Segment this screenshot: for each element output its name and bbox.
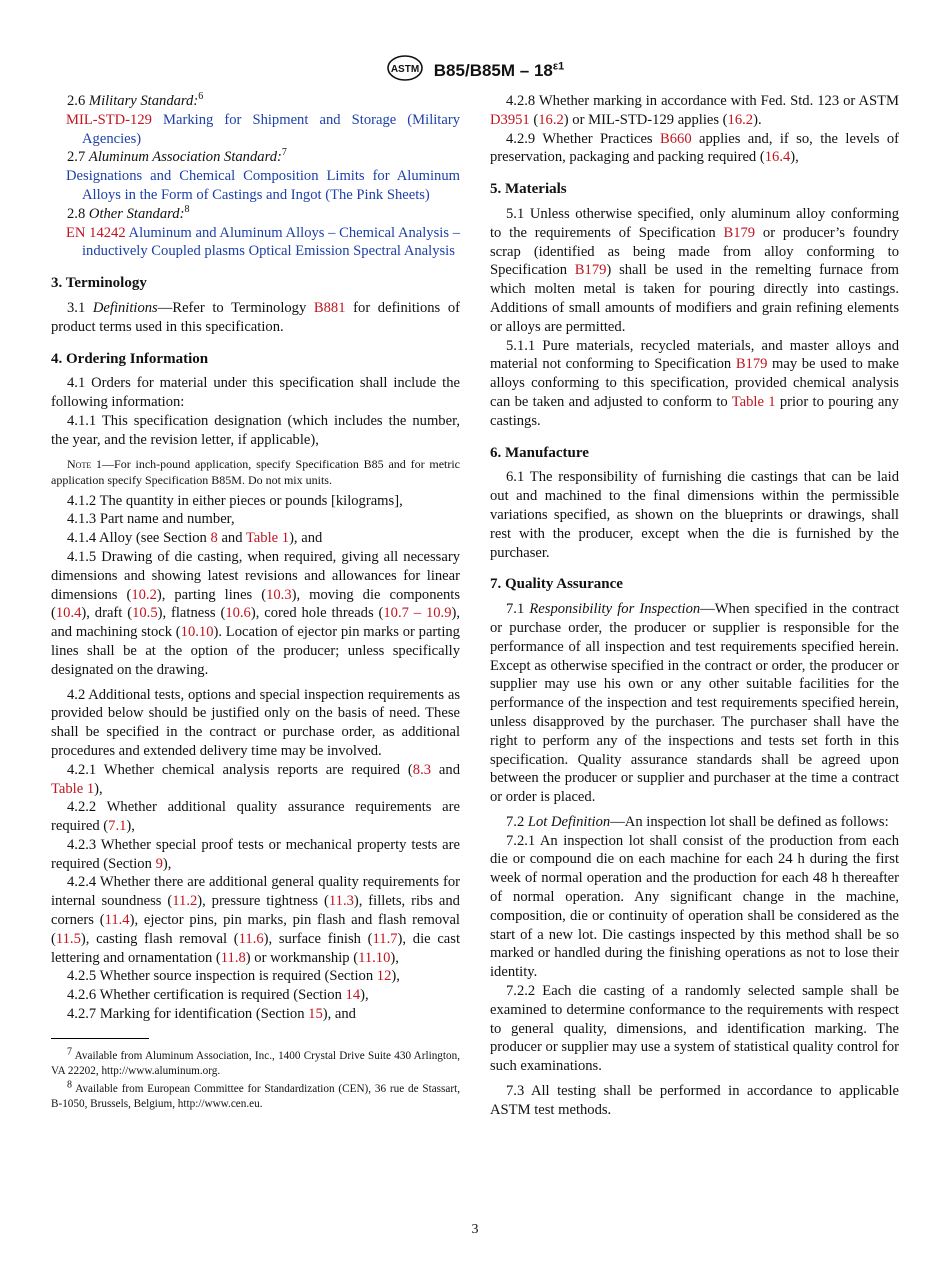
link-11-6[interactable]: 11.6 <box>238 930 264 947</box>
link-11-3[interactable]: 11.3 <box>328 893 354 910</box>
page-header <box>0 55 950 86</box>
para-4-1-5: 4.1.5 Drawing of die casting, when required, giving all necessary dimensions and showing latest revisions and allowances for linear dimensions (10.2), parting lines (10.3), moving die components (10.4), draft (10.5), flatness (10.6), cored hole threads (10.7 – 10.9), and machining stock (10.10). Location of ejector pin marks or parting lines shall be at the option of the producer; unless specifically designated on the drawing. <box>51 548 461 678</box>
para-4-1-3: 4.1.3 Part name and number, <box>67 511 235 528</box>
para-7-1: 7.1 Responsibility for Inspection—When specified in the contract or purchase order, the producer or supplier is responsible for the performance of all inspection and test requirements specified herein. Except as otherwise specified in the contract or order, the producer or supplier may use his own or any other suitable facilities for the performance of the inspection and test requirements specified herein, unless disapproved by the purchaser. The purchaser shall have the right to perform any of the inspections and tests set forth in this specification. Quality assurance standards shall be agreed upon between the producer or supplier and purchaser at the time a contract or order is placed. <box>490 601 900 806</box>
para-5-1-1: 5.1.1 Pure materials, recycled materials, and master alloys and material not conforming to Specification B179 may be used to make alloys conforming to this specification, provided chemical analysis can be taken and adjusted to conform to Table 1 prior to pouring any castings. <box>490 337 899 429</box>
link-11-7[interactable]: 11.7 <box>372 930 398 947</box>
para-4-1-2: 4.1.2 The quantity in either pieces or pounds [kilograms], <box>67 492 403 509</box>
link-11-4[interactable]: 11.4 <box>104 912 130 929</box>
para-7-3: 7.3 All testing shall be performed in accordance to applicable ASTM test methods. <box>490 1083 899 1118</box>
ref-pink-sheets[interactable]: Designations and Chemical Composition Limits for Aluminum Alloys in the Form of Castings and Ingot (The Pink Sheets) <box>66 168 460 203</box>
para-4-2-9: 4.2.9 Whether Practices B660 applies and, if so, the levels of preservation, packaging and packing required (16.4), <box>490 130 899 166</box>
logo-text: ASTM <box>390 64 419 75</box>
heading-manufacture: 6. Manufacture <box>490 444 589 461</box>
astm-logo-icon <box>386 55 424 86</box>
link-11-2[interactable]: 11.2 <box>172 893 198 910</box>
link-b179[interactable]: B179 <box>574 262 607 279</box>
link-b660[interactable]: B660 <box>660 130 692 147</box>
para-4-2-3: 4.2.3 Whether special proof tests or mechanical property tests are required (Section 9), <box>51 836 460 872</box>
para-4-1-1: 4.1.1 This specification designation (which includes the number, the year, and the revision letter, if applicable), <box>51 412 460 448</box>
para-7-2: 7.2 Lot Definition—An inspection lot shall be defined as follows: <box>506 813 889 830</box>
para-4-1: 4.1 Orders for material under this specification shall include the following information: <box>51 375 460 411</box>
link-10-6[interactable]: 10.6 <box>225 605 251 622</box>
para-4-1-4: 4.1.4 Alloy (see Section 8 and Table 1), and <box>67 530 323 547</box>
link-section-8[interactable]: 8 <box>210 530 218 547</box>
link-16-2[interactable]: 16.2 <box>727 111 754 128</box>
link-b881[interactable]: B881 <box>313 299 346 316</box>
link-section-15[interactable]: 15 <box>308 1006 323 1023</box>
footnote-divider <box>51 1038 149 1039</box>
para-4-2-4: 4.2.4 Whether there are additional general quality requirements for internal soundness (11.2), pressure tightness (11.3), fillets, ribs and corners (11.4), ejector pins, pin marks, pin flash and flash removal (11.5), casting flash removal (11.6), surface finish (11.7), die cast lettering and ornamentation (11.8) or workmanship (11.10), <box>51 874 461 966</box>
para-4-2: 4.2 Additional tests, options and special inspection requirements as provided below should be justified only on the basis of need. These shall be specified in the contract or purchase order, as additional procedures and extended delivery time may be involved. <box>51 686 460 759</box>
right-column <box>490 92 899 1120</box>
designation: $B85/B85M - 18^{\varepsilon 1}$ <box>433 59 565 80</box>
link-11-10[interactable]: 11.10 <box>358 949 391 966</box>
link-b179[interactable]: B179 <box>723 224 756 241</box>
link-table-1[interactable]: Table 1 <box>51 780 95 797</box>
left-column <box>51 92 460 1115</box>
link-section-14[interactable]: 14 <box>345 987 361 1004</box>
section-2-8: 2.8 Other Standard:$^8$ <box>67 203 190 222</box>
link-10-2[interactable]: 10.2 <box>131 586 157 603</box>
para-4-2-2: 4.2.2 Whether additional quality assurance requirements are required (7.1), <box>51 799 460 835</box>
para-6-1: 6.1 The responsibility of furnishing die castings that can be laid out and machined to the final dimensions within the permissible variations specified, as shown on the blueprints or drawings, shall rest with the producer, except when the die is furnished by the purchaser. <box>490 469 899 561</box>
para-4-2-7: 4.2.7 Marking for identification (Section 15), and <box>67 1006 356 1023</box>
para-4-2-1: 4.2.1 Whether chemical analysis reports are required (8.3 and Table 1), <box>51 761 460 797</box>
heading-ordering-information: 4. Ordering Information <box>51 350 209 367</box>
para-7-2-2: 7.2.2 Each die casting of a randomly selected sample shall be examined to determine conformance to the requirements with respect to general quality, dimensions, and identification marking. The producer or supplier may use a system of statistical quality control for such examinations. <box>490 983 899 1075</box>
link-10-3[interactable]: 10.3 <box>266 586 292 603</box>
link-10-7-10-9[interactable]: 10.7 – 10.9 <box>383 605 452 622</box>
note-1: Note 1—For inch-pound application, specify Specification B85 and for metric application specify Specification B85M. Do not mix units. <box>51 456 461 487</box>
footnote-7: $^7$ Available from Aluminum Association, Inc., 1400 Crystal Drive Suite 430 Arlington, VA 22202, http://www.aluminum.org. <box>51 1046 460 1077</box>
link-section-9[interactable]: 9 <box>155 855 163 872</box>
para-4-2-5: 4.2.5 Whether source inspection is required (Section 12), <box>67 968 400 985</box>
link-section-12[interactable]: 12 <box>376 968 392 985</box>
ref-en-14242[interactable]: EN 14242 Aluminum and Aluminum Alloys – Chemical Analysis – inductively Coupled plasms Optical Emission Spectral Analysis <box>66 224 461 260</box>
link-10-10[interactable]: 10.10 <box>180 624 214 641</box>
link-10-5[interactable]: 10.5 <box>132 605 158 622</box>
para-4-2-8: 4.2.8 Whether marking in accordance with Fed. Std. 123 or ASTM D3951 (16.2) or MIL-STD-129 applies (16.2). <box>490 93 899 128</box>
link-7-1[interactable]: 7.1 <box>108 818 127 835</box>
heading-quality-assurance: 7. Quality Assurance <box>490 576 623 593</box>
link-8-3[interactable]: 8.3 <box>412 761 432 778</box>
link-table-1[interactable]: Table 1 <box>245 530 290 547</box>
para-4-2-6: 4.2.6 Whether certification is required (Section 14), <box>67 987 369 1004</box>
link-table-1[interactable]: Table 1 <box>731 393 776 410</box>
para-3-1: 3.1 Definitions—Refer to Terminology B881 for definitions of product terms used in this specification. <box>51 299 461 335</box>
para-7-2-1: 7.2.1 An inspection lot shall consist of the production from each die or compound die on each machine for each 24 h during the first week of normal operation and the production for each 48 h thereafter of normal operation. Any significant change in the machine, composition, die or continuity of operation shall be considered as the start of a new lot. Die castings inspected by this method shall be so marked or handled during the finishing operations as not to lose their identity. <box>490 832 899 981</box>
link-b179[interactable]: B179 <box>735 356 768 373</box>
footnote-8: $^8$ Available from European Committee for Standardization (CEN), 36 rue de Stassart, B-1050, Brussels, Belgium, http://www.cen.eu. <box>51 1079 460 1110</box>
para-5-1: 5.1 Unless otherwise specified, only aluminum alloy conforming to the requirements of Specification B179 or producer’s foundry scrap (identified as being made from alloy conforming to Specification B179) shall be used in the remelting furnace from which molten metal is taken for pouring directly into castings. Additions of small amounts of modifiers and grain refining elements or alloys are permitted. <box>490 205 899 335</box>
heading-terminology: 3. Terminology <box>51 275 147 292</box>
section-2-6: 2.6 Military Standard:$^6$ <box>67 91 204 109</box>
section-2-7: 2.7 Aluminum Association Standard:$^7$ <box>67 147 287 166</box>
ref-mil-std-129[interactable]: MIL-STD-129 Marking for Shipment and Storage (Military Agencies) <box>66 111 460 147</box>
heading-materials: 5. Materials <box>490 181 567 198</box>
link-16-2[interactable]: 16.2 <box>538 111 564 128</box>
link-11-5[interactable]: 11.5 <box>55 930 81 947</box>
link-10-4[interactable]: 10.4 <box>55 605 82 622</box>
link-11-8[interactable]: 11.8 <box>220 949 246 966</box>
link-d3951[interactable]: D3951 <box>490 111 530 128</box>
link-16-4[interactable]: 16.4 <box>764 149 791 166</box>
page-number: 3 <box>471 1222 479 1237</box>
